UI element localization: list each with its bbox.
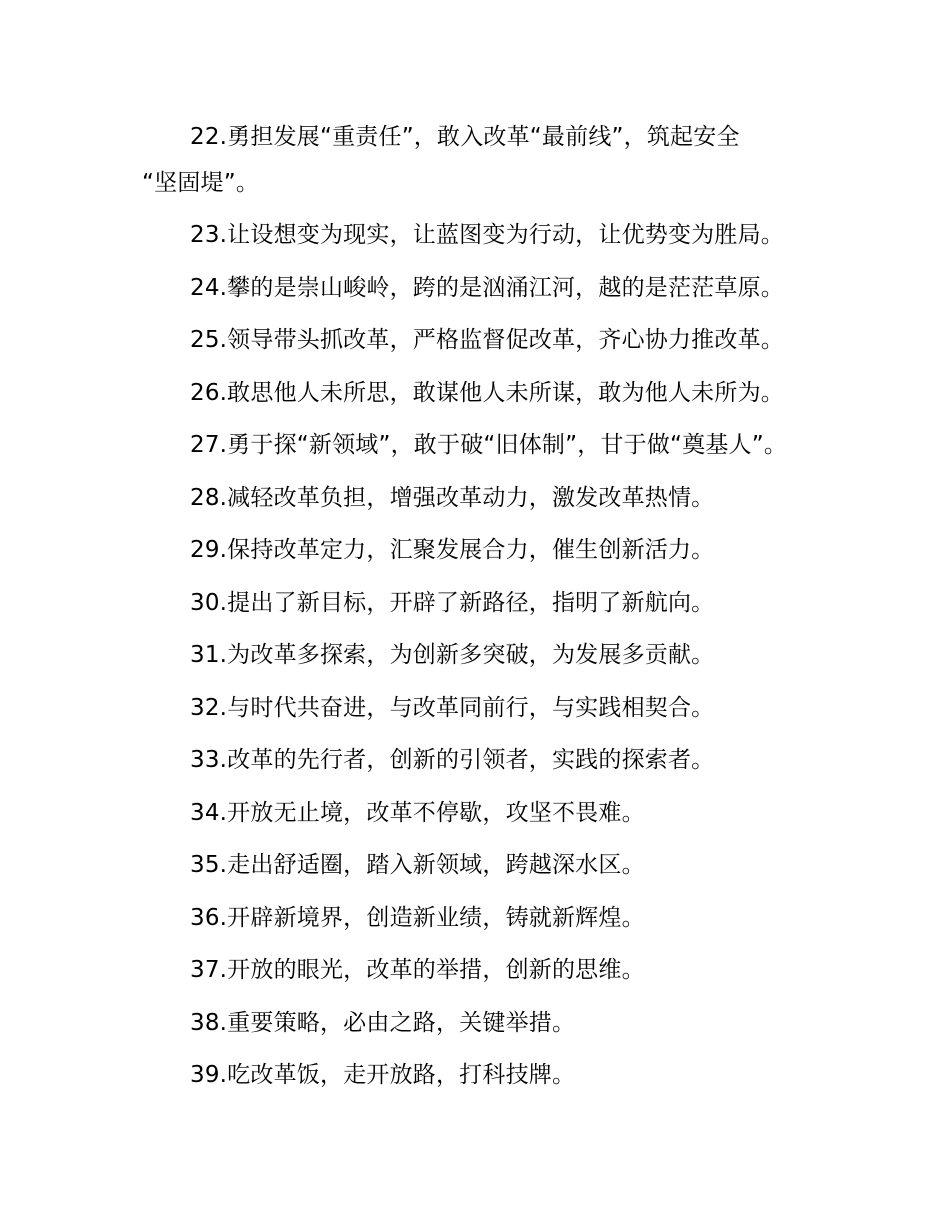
list-item-line: 36.开辟新境界，创造新业绩，铸就新辉煌。 bbox=[190, 905, 645, 931]
list-item-line: 39.吃改革饭，走开放路，打科技牌。 bbox=[190, 1062, 576, 1088]
list-item-line: 32.与时代共奋进，与改革同前行，与实践相契合。 bbox=[190, 695, 715, 721]
list-item-line: 24.攀的是崇山峻岭，跨的是汹涌江河，越的是茫茫草原。 bbox=[190, 275, 784, 301]
list-item-line: “坚固堤”。 bbox=[142, 170, 260, 196]
list-item-line: 22.勇担发展“重责任”，敢入改革“最前线”，筑起安全 bbox=[190, 124, 740, 150]
list-item-line: 34.开放无止境，改革不停歇，攻坚不畏难。 bbox=[190, 800, 645, 826]
list-item-line: 25.领导带头抓改革，严格监督促改革，齐心协力推改革。 bbox=[190, 327, 784, 353]
list-item-line: 26.敢思他人未所思，敢谋他人未所谋，敢为他人未所为。 bbox=[190, 380, 784, 406]
list-item-line: 38.重要策略，必由之路，关键举措。 bbox=[190, 1010, 576, 1036]
list-item-line: 37.开放的眼光，改革的举措，创新的思维。 bbox=[190, 957, 645, 983]
list-item-line: 27.勇于探“新领域”，敢于破“旧体制”，甘于做“奠基人”。 bbox=[190, 432, 788, 458]
list-item-line: 35.走出舒适圈，踏入新领域，跨越深水区。 bbox=[190, 852, 645, 878]
list-item-line: 28.减轻改革负担，增强改革动力，激发改革热情。 bbox=[190, 485, 715, 511]
list-item-line: 33.改革的先行者，创新的引领者，实践的探索者。 bbox=[190, 747, 715, 773]
list-item-line: 23.让设想变为现实，让蓝图变为行动，让优势变为胜局。 bbox=[190, 222, 784, 248]
list-item-line: 31.为改革多探索，为创新多突破，为发展多贡献。 bbox=[190, 642, 715, 668]
list-item-line: 30.提出了新目标，开辟了新路径，指明了新航向。 bbox=[190, 590, 715, 616]
list-item-line: 29.保持改革定力，汇聚发展合力，催生创新活力。 bbox=[190, 537, 715, 563]
